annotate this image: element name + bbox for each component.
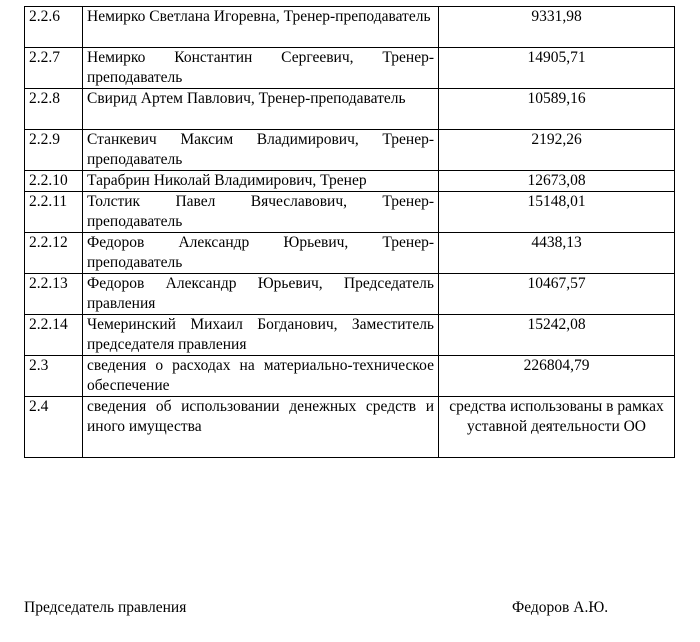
row-amount: средства использованы в рамках уставной деятельности ОО [439, 397, 675, 458]
row-number: 2.2.12 [25, 233, 83, 274]
row-number: 2.3 [25, 356, 83, 397]
row-amount: 10467,57 [439, 274, 675, 315]
row-amount: 14905,71 [439, 48, 675, 89]
table-row [25, 233, 675, 274]
row-number: 2.2.7 [25, 48, 83, 89]
row-description: Тарабрин Николай Владимирович, Тренер [83, 171, 439, 192]
row-amount: 15148,01 [439, 192, 675, 233]
row-description: сведения об использовании денежных средств и иного имущества [83, 397, 439, 458]
expenses-table [24, 6, 675, 458]
row-description: сведения о расходах на материально-техническое обеспечение [83, 356, 439, 397]
table-row [25, 356, 675, 397]
row-amount: 4438,13 [439, 233, 675, 274]
row-description: Немирко Светлана Игоревна, Тренер-преподаватель [83, 7, 439, 48]
signature-position: Председатель правления [24, 599, 187, 616]
row-amount: 15242,08 [439, 315, 675, 356]
row-description: Свирид Артем Павлович, Тренер-преподаватель [83, 89, 439, 130]
row-description: Немирко Константин Сергеевич, Тренер-преподаватель [83, 48, 439, 89]
table-row [25, 315, 675, 356]
table-row [25, 171, 675, 192]
row-amount: 226804,79 [439, 356, 675, 397]
row-number: 2.2.11 [25, 192, 83, 233]
row-number: 2.2.14 [25, 315, 83, 356]
table-row [25, 89, 675, 130]
table-row [25, 48, 675, 89]
row-amount: 9331,98 [439, 7, 675, 48]
table-row [25, 397, 675, 458]
table-row [25, 7, 675, 48]
signatory-name: Федоров А.Ю. [512, 599, 609, 616]
row-number: 2.2.10 [25, 171, 83, 192]
row-amount: 10589,16 [439, 89, 675, 130]
row-description: Толстик Павел Вячеславович, Тренер-преподаватель [83, 192, 439, 233]
row-number: 2.2.9 [25, 130, 83, 171]
row-number: 2.4 [25, 397, 83, 458]
row-number: 2.2.8 [25, 89, 83, 130]
table-row [25, 192, 675, 233]
row-number: 2.2.13 [25, 274, 83, 315]
row-description: Федоров Александр Юрьевич, Председатель правления [83, 274, 439, 315]
row-description: Станкевич Максим Владимирович, Тренер-преподаватель [83, 130, 439, 171]
table-row [25, 130, 675, 171]
table-row [25, 274, 675, 315]
row-description: Чемеринский Михаил Богданович, Заместитель председателя правления [83, 315, 439, 356]
row-amount: 12673,08 [439, 171, 675, 192]
row-number: 2.2.6 [25, 7, 83, 48]
row-description: Федоров Александр Юрьевич, Тренер-преподаватель [83, 233, 439, 274]
row-amount: 2192,26 [439, 130, 675, 171]
